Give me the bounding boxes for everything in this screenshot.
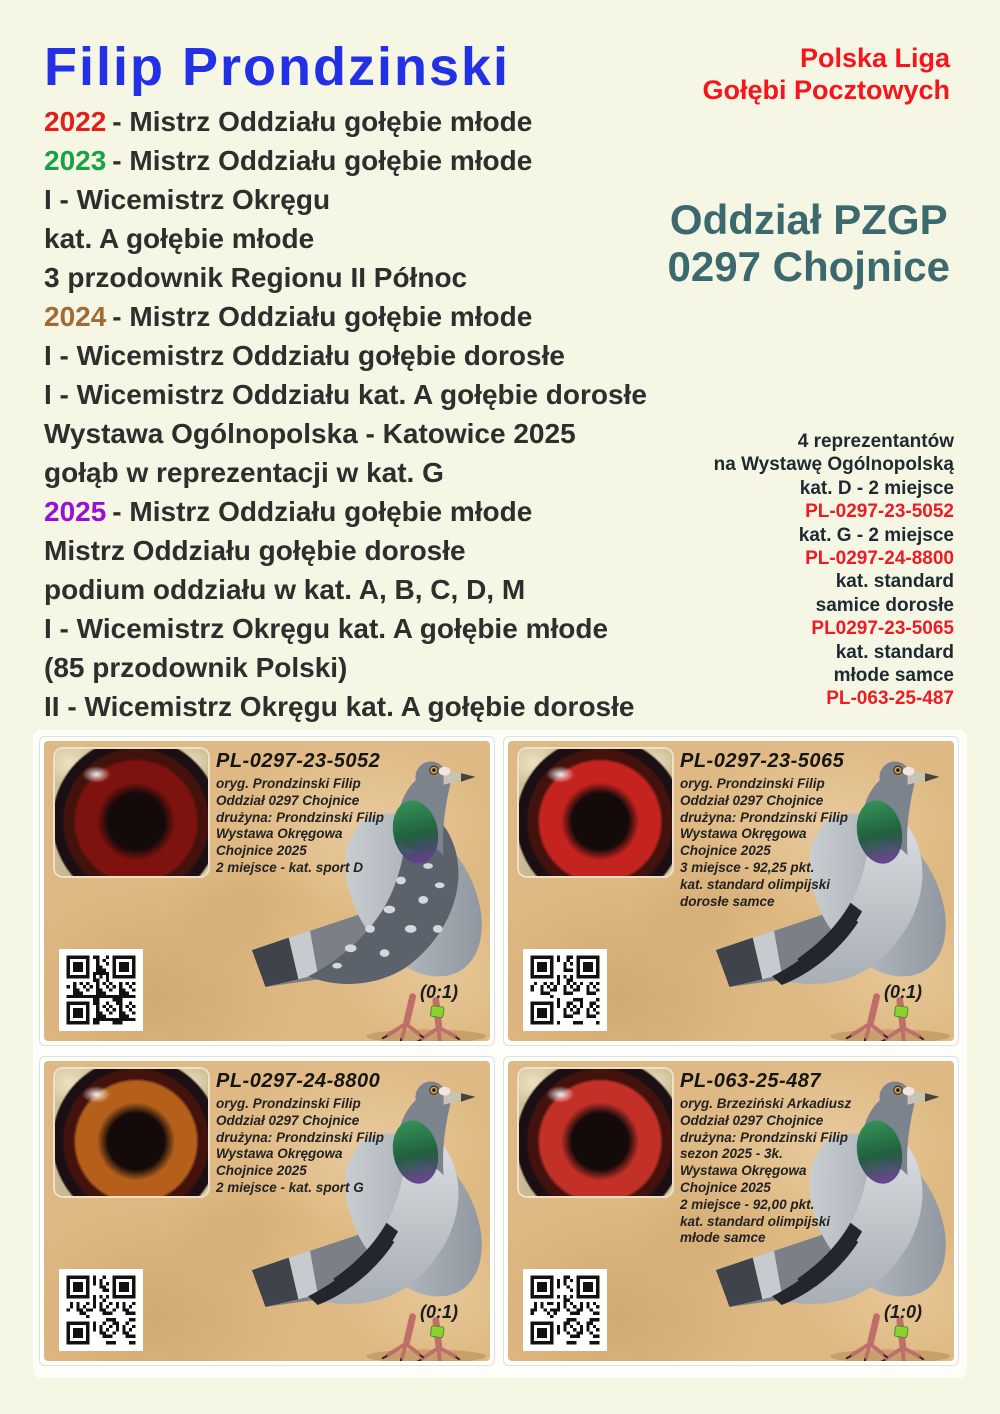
pigeon-detail-line: kat. standard olimpijski (680, 876, 831, 892)
achievement-text: - Mistrz Oddziału gołębie młode (112, 145, 533, 176)
achievement-text: I - Wicemistrz Oddziału gołębie dorosłe (44, 340, 565, 371)
achievement-text: II - Wicemistrz Okręgu kat. A gołębie dorosłe (44, 691, 635, 722)
pigeon-card (39, 736, 495, 1046)
achievement-line (44, 414, 647, 453)
pigeon-detail-line: dorosłe samce (680, 893, 775, 909)
achievement-line (44, 336, 647, 375)
pigeon-detail-line: Chojnice 2025 (680, 843, 771, 859)
pigeon-details (680, 776, 915, 910)
club-line2: 0297 Chojnice (667, 243, 950, 290)
achievement-line (44, 492, 647, 531)
achievement-line (44, 297, 647, 336)
representative-line: PL-0297-23-5052 (805, 501, 954, 523)
representative-line: PL-063-25-487 (826, 688, 954, 710)
achievement-text: - Mistrz Oddziału gołębie młode (112, 301, 533, 332)
sex-ratio-label: (0:1) (419, 1302, 458, 1322)
achievement-line (44, 375, 647, 414)
sex-ratio-label: (0:1) (883, 982, 922, 1002)
representative-line: kat. D - 2 miejsce (799, 477, 954, 499)
qr-code (59, 949, 143, 1031)
achievement-text: I - Wicemistrz Okręgu (44, 184, 331, 215)
achievement-text: podium oddziału w kat. A, B, C, D, M (44, 574, 526, 605)
pigeon-detail-line: oryg. Brzeziński Arkadiusz (680, 1096, 852, 1111)
achievement-line (44, 531, 647, 570)
achievement-line (44, 180, 647, 219)
achievement-line (44, 219, 647, 258)
achievement-line (44, 453, 647, 492)
ring-number: PL-0297-23-5052 (216, 750, 381, 772)
achievement-line (44, 609, 647, 648)
achievement-line (44, 141, 647, 180)
achievement-line (44, 648, 647, 687)
pigeon-card (39, 1056, 495, 1366)
achievement-text: 3 przodownik Regionu II Północ (44, 262, 468, 293)
achievement-text: (85 przodownik Polski) (44, 652, 348, 683)
representative-line: kat. standard (835, 571, 954, 593)
pigeon-detail-line: drużyna: Prondzinski Filip (216, 1129, 385, 1145)
pigeon-detail-line: oryg. Prondzinski Filip (216, 776, 361, 791)
achievement-text: Mistrz Oddziału gołębie dorosłe (44, 535, 466, 566)
pigeon-detail-line: drużyna: Prondzinski Filip (680, 809, 849, 825)
pigeon-detail-line: Oddział 0297 Chojnice (680, 792, 824, 808)
pigeon-detail-line: Oddział 0297 Chojnice (216, 792, 360, 808)
representative-line: kat. G - 2 miejsce (798, 524, 954, 546)
ring-number: PL-063-25-487 (680, 1070, 822, 1092)
pigeon-card (503, 736, 959, 1046)
ring-number: PL-0297-24-8800 (216, 1070, 381, 1092)
pigeon-details (216, 776, 451, 877)
achievement-year: 2024 (44, 301, 107, 332)
pigeon-detail-line: drużyna: Prondzinski Filip (680, 1129, 849, 1145)
pigeon-detail-line: młode samce (680, 1230, 766, 1246)
achievement-year: 2022 (44, 106, 107, 137)
representative-line: PL-0297-24-8800 (805, 548, 954, 570)
pigeon-detail-line: Oddział 0297 Chojnice (216, 1112, 360, 1128)
pigeon-eye-photo (55, 749, 208, 876)
qr-code (59, 1269, 143, 1351)
achievement-text: gołąb w reprezentacji w kat. G (44, 457, 444, 488)
league-line2: Gołębi Pocztowych (702, 75, 950, 105)
pigeon-detail-line: 3 miejsce - 92,25 pkt. (680, 859, 815, 875)
pigeon-detail-line: sezon 2025 - 3k. (680, 1146, 783, 1162)
league-line1: Polska Liga (799, 43, 950, 73)
pigeon-detail-line: oryg. Prondzinski Filip (216, 1096, 361, 1111)
pigeon-detail-line: Wystawa Okręgowa (680, 1163, 807, 1179)
pigeon-detail-line: Wystawa Okręgowa (216, 1146, 343, 1162)
achievement-line (44, 570, 647, 609)
pigeon-detail-line: drużyna: Prondzinski Filip (216, 809, 385, 825)
pigeon-detail-line: 2 miejsce - 92,00 pkt. (680, 1196, 815, 1212)
pigeon-detail-line: Chojnice 2025 (216, 1163, 307, 1179)
achievement-text: I - Wicemistrz Oddziału kat. A gołębie dorosłe (44, 379, 647, 410)
pigeon-cards-panel (33, 730, 967, 1378)
pigeon-eye-photo (55, 1069, 208, 1196)
achievement-text: Wystawa Ogólnopolska - Katowice 2025 (44, 418, 576, 449)
pigeon-detail-line: oryg. Prondzinski Filip (680, 776, 825, 791)
achievement-year: 2023 (44, 145, 107, 176)
pigeon-detail-line: Chojnice 2025 (680, 1179, 771, 1195)
club-title (668, 196, 950, 290)
ring-number: PL-0297-23-5065 (680, 750, 845, 772)
achievement-text: I - Wicemistrz Okręgu kat. A gołębie młode (44, 613, 609, 644)
achievement-line (44, 258, 647, 297)
achievements-list (44, 102, 647, 726)
representative-line: kat. standard (835, 641, 954, 663)
sex-ratio-label: (0:1) (419, 982, 458, 1002)
representative-line: PL0297-23-5065 (811, 618, 954, 640)
representative-line: młode samce (833, 665, 954, 687)
club-line1: Oddział PZGP (669, 196, 948, 243)
achievement-line (44, 687, 647, 726)
pigeon-detail-line: 2 miejsce - kat. sport D (216, 859, 364, 875)
achievement-text: kat. A gołębie młode (44, 223, 315, 254)
qr-code (523, 949, 607, 1031)
representative-line: samice dorosłe (815, 594, 954, 616)
pigeon-details (216, 1096, 451, 1197)
achievement-text: - Mistrz Oddziału gołębie młode (112, 106, 533, 137)
qr-code (523, 1269, 607, 1351)
representative-line: na Wystawę Ogólnopolską (713, 454, 954, 476)
pigeon-detail-line: Chojnice 2025 (216, 843, 307, 859)
pigeon-detail-line: Wystawa Okręgowa (216, 826, 343, 842)
achievement-line (44, 102, 647, 141)
pigeon-details (680, 1096, 915, 1247)
pigeon-eye-photo (519, 749, 672, 876)
pigeon-detail-line: 2 miejsce - kat. sport G (216, 1179, 364, 1195)
achievement-text: - Mistrz Oddziału gołębie młode (112, 496, 533, 527)
pigeon-card (503, 1056, 959, 1366)
pigeon-detail-line: kat. standard olimpijski (680, 1213, 831, 1229)
page-title: Filip Prondzinski (44, 37, 511, 97)
representative-line: 4 reprezentantów (797, 431, 954, 452)
pigeon-eye-photo (519, 1069, 672, 1196)
sex-ratio-label: (1:0) (883, 1302, 922, 1322)
achievement-year: 2025 (44, 496, 107, 527)
pigeon-detail-line: Oddział 0297 Chojnice (680, 1112, 824, 1128)
representatives-block (714, 430, 954, 711)
league-title (702, 42, 950, 106)
pigeon-detail-line: Wystawa Okręgowa (680, 826, 807, 842)
